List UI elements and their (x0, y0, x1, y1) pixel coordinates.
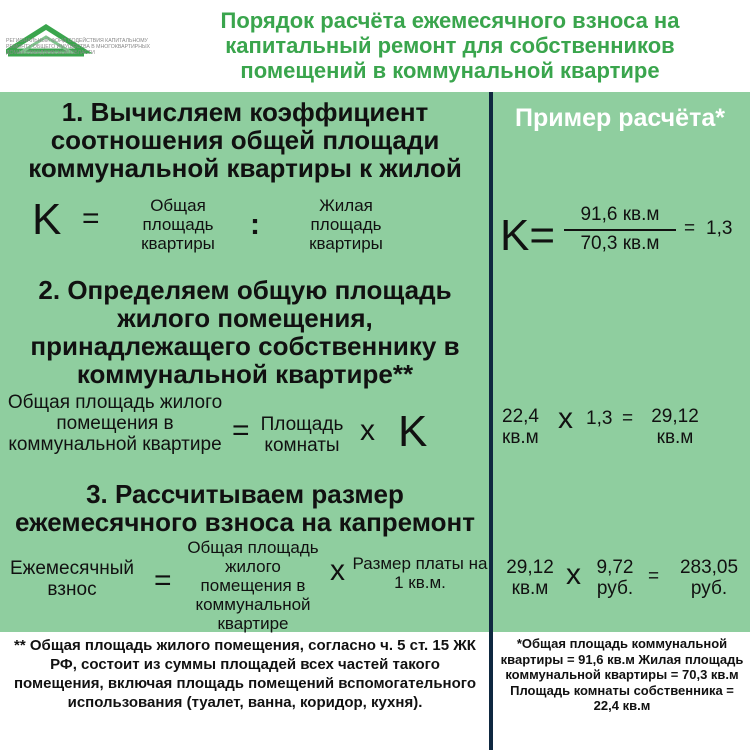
step1-total-area: Общая площадь квартиры (141, 196, 215, 253)
step2-k: K (398, 407, 428, 456)
ex3-b: 9,72 руб. (596, 557, 634, 599)
footnote-right: *Общая площадь коммунальной квартиры = 91,6 кв.м Жилая площадь коммунальной квартиры = 70,3 кв.м Площадь комнаты собственника = 22,4 кв.м (500, 636, 744, 714)
step2-left: Общая площадь жилого помещения в коммунальной квартире (7, 392, 223, 455)
step3-area: Общая площадь жилого помещения в коммунальной квартире (187, 538, 319, 633)
step3-left: Ежемесячный взнос (9, 558, 135, 600)
step2-equals: = (232, 414, 250, 447)
ex2-x: x (558, 402, 573, 435)
step2-heading: 2. Определяем общую площадь жилого помещения, принадлежащего собственнику в коммунальной квартире** (30, 275, 460, 389)
ex3-result: 283,05 руб. (679, 557, 739, 599)
ex3-equals: = (648, 566, 660, 587)
step1-living-area: Жилая площадь квартиры (309, 196, 383, 253)
example-title: Пример расчёта* (515, 104, 725, 132)
page-title: Порядок расчёта ежемесячного взноса на капитальный ремонт для собственников помещений в коммунальной квартире (220, 8, 680, 83)
ex2-equals: = (622, 408, 634, 429)
ex2-a: 22,4 кв.м (502, 406, 539, 448)
step1-colon: : (250, 208, 260, 241)
step2-room: Площадь комнаты (260, 414, 344, 456)
step3-x: x (330, 554, 345, 587)
ex1-denominator: 70,3 кв.м (580, 233, 660, 254)
ex1-fraction-line (564, 229, 676, 231)
ex1-k: K= (500, 211, 556, 260)
ex1-equals: = (684, 218, 696, 239)
step2-x: x (360, 414, 375, 447)
column-divider (489, 92, 493, 750)
footnote-left: ** Общая площадь жилого помещения, согласно ч. 5 ст. 15 ЖК РФ, состоит из суммы площадей всех частей такого помещения, включая площадь помещений вспомогательного использования (туалет, ванна, коридор, кухня). (14, 637, 476, 711)
step1-k: K (32, 195, 62, 244)
ex1-result: 1,3 (706, 218, 733, 239)
ex2-b: 1,3 (586, 408, 613, 429)
step3-heading: 3. Рассчитываем размер ежемесячного взноса на капремонт (15, 479, 475, 537)
step1-equals: = (82, 202, 100, 235)
ex2-result: 29,12 кв.м (651, 406, 699, 448)
ex1-numerator: 91,6 кв.м (580, 204, 660, 225)
step3-equals: = (154, 564, 172, 597)
ex3-x: x (566, 558, 581, 591)
logo-text: РЕГИОНАЛЬНЫЙ ФОНД СОДЕЙСТВИЯ КАПИТАЛЬНОМУ РЕМОНТУ ОБЩЕГО ИМУЩЕСТВА В МНОГОКВАРТИРНЫХ ДОМАХ СВЕРДЛОВСКОЙ ОБЛАСТИ (6, 38, 150, 57)
ex3-a: 29,12 кв.м (506, 557, 554, 599)
step3-rate: Размер платы на 1 кв.м. (352, 554, 488, 592)
step1-heading: 1. Вычисляем коэффициент соотношения общей площади коммунальной квартиры к жилой (28, 97, 462, 183)
